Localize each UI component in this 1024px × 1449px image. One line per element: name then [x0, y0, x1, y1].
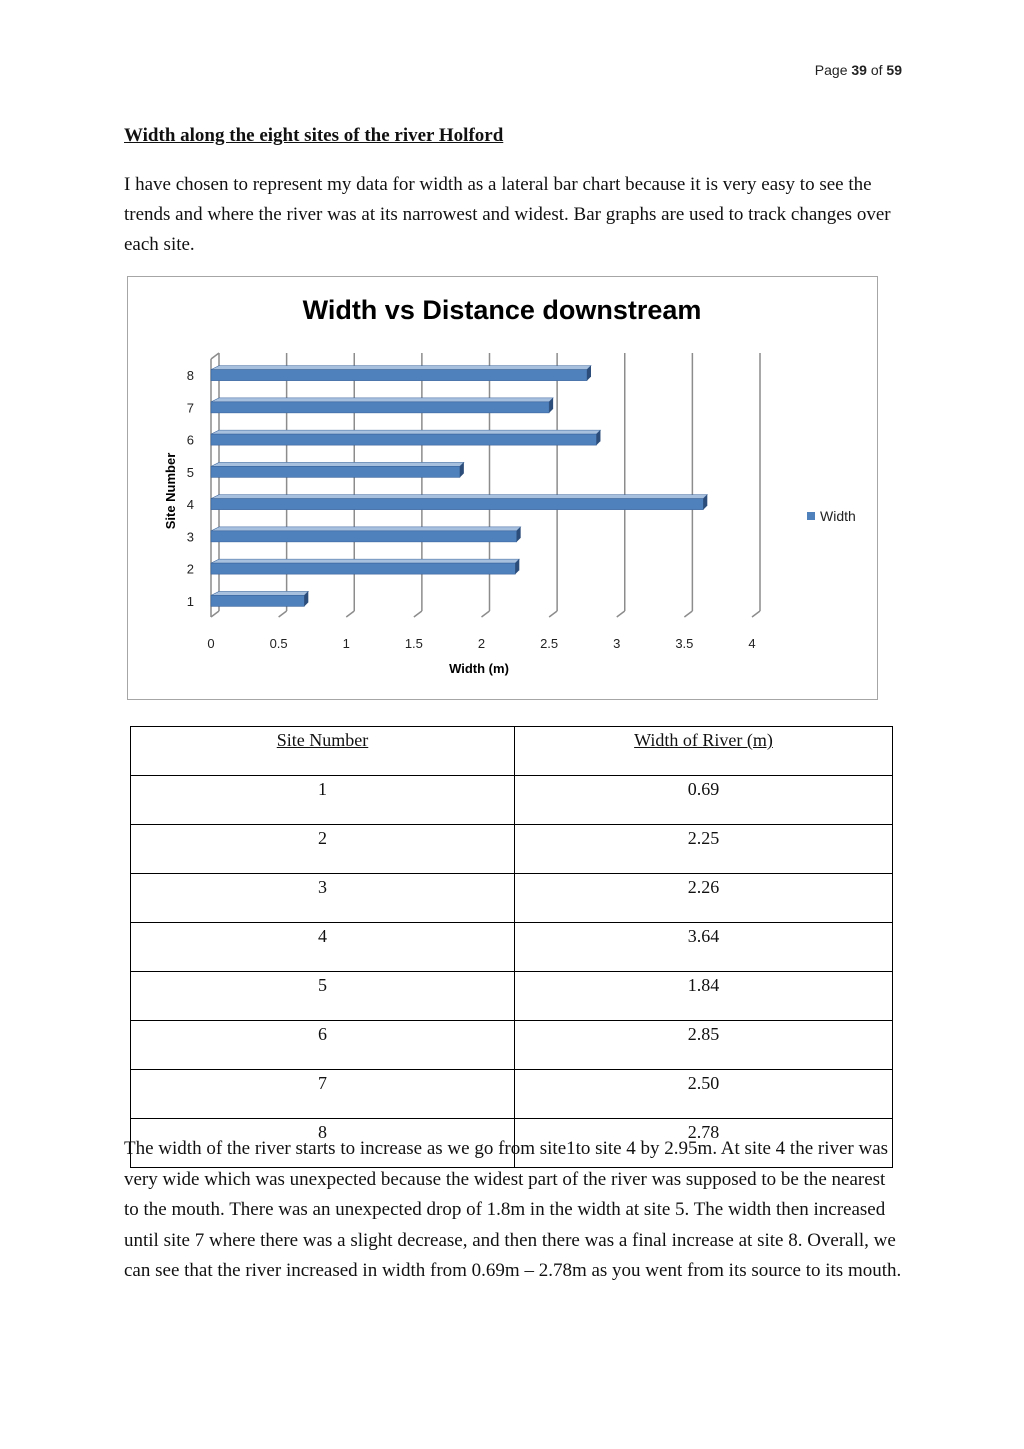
gridline — [279, 611, 287, 617]
table-header: Width of River (m) — [515, 727, 893, 776]
gridline — [414, 611, 422, 617]
y-tick-label: 1 — [186, 593, 194, 609]
table-cell: 1 — [131, 776, 515, 825]
gridline — [211, 611, 219, 617]
x-axis-label: Width (m) — [449, 661, 509, 676]
bar — [211, 527, 521, 542]
section-heading: Width along the eight sites of the river Holford — [124, 125, 504, 146]
y-tick-label: 8 — [186, 368, 194, 384]
table-cell: 2.25 — [515, 825, 893, 874]
table-cell: 1.84 — [515, 972, 893, 1021]
x-tick-label: 2.5 — [540, 636, 559, 651]
bar-front — [211, 402, 549, 413]
x-tick-label: 4 — [748, 636, 756, 651]
gridline — [482, 611, 490, 617]
table-cell: 2.85 — [515, 1021, 893, 1070]
bar-top — [211, 527, 521, 531]
bar-top — [211, 462, 464, 466]
table-cell: 2.26 — [515, 874, 893, 923]
table-row — [131, 923, 893, 972]
y-tick-label: 3 — [186, 529, 194, 545]
gridline — [617, 611, 625, 617]
y-axis-label: Site Number — [163, 452, 178, 530]
table-cell: 7 — [131, 1070, 515, 1119]
table-row — [131, 972, 893, 1021]
intro-paragraph: I have chosen to represent my data for width as a lateral bar chart because it is very easy to see the trends and where the river was at its narrowest and widest. Bar graphs are used to track changes over each site. — [124, 174, 891, 255]
bar-front — [211, 595, 304, 606]
conclusion-paragraph: The width of the river starts to increase as we go from site1to site 4 by 2.95m. At site 4 the river was very wide which was unexpected because the widest part of the river was supposed to be the nearest to the mouth. There was an unexpected drop of 1.8m in the width at site 5. The width then increased until site 7 where there was a slight decrease, and then there was a final increase at site 8. Overall, we can see that the river increased in width from 0.69m – 2.78m as you went from its source to its mouth. — [124, 1138, 902, 1281]
y-tick-label: 7 — [186, 400, 194, 416]
bar-top — [211, 398, 553, 402]
table-header: Site Number — [131, 727, 515, 776]
x-tick-label: 0 — [207, 636, 215, 651]
legend-label: Width — [820, 508, 856, 524]
bar — [211, 430, 600, 445]
gridline — [346, 611, 354, 617]
bar-front — [211, 466, 460, 477]
chart-bars — [211, 366, 707, 607]
bar-top — [211, 366, 591, 370]
gridline — [752, 611, 760, 617]
table-row — [131, 1021, 893, 1070]
x-tick-label: 3 — [613, 636, 621, 651]
gridline — [684, 611, 692, 617]
bar — [211, 366, 591, 381]
x-tick-label: 1.5 — [404, 636, 423, 651]
y-tick-label: 6 — [186, 432, 194, 448]
table-row — [131, 874, 893, 923]
x-tick-label: 3.5 — [675, 636, 694, 651]
chart-legend — [807, 508, 856, 524]
bar — [211, 591, 308, 606]
chart-canvas — [128, 277, 877, 699]
table-cell: 2 — [131, 825, 515, 874]
table-cell: 6 — [131, 1021, 515, 1070]
x-tick-labels — [207, 636, 755, 651]
bar — [211, 559, 519, 574]
y-tick-labels — [187, 368, 194, 609]
bar-front — [211, 370, 587, 381]
bar-front — [211, 531, 517, 542]
width-table — [130, 726, 893, 1168]
table-header-row — [131, 727, 893, 776]
bar-top — [211, 591, 308, 595]
table-cell: 2.50 — [515, 1070, 893, 1119]
bar — [211, 462, 464, 477]
gridline — [549, 611, 557, 617]
x-tick-label: 1 — [342, 636, 350, 651]
bar — [211, 398, 553, 413]
table-cell: 8 — [131, 1119, 515, 1168]
y-tick-label: 5 — [186, 464, 194, 480]
y-axis-line — [211, 353, 219, 359]
table-row — [131, 825, 893, 874]
x-tick-label: 2 — [477, 636, 486, 651]
page-number: Page 39 of 59 — [814, 62, 902, 78]
table-cell: 3 — [131, 874, 515, 923]
table-cell: 4 — [131, 923, 515, 972]
table-cell: 2.78 — [515, 1119, 893, 1168]
width-chart — [127, 276, 878, 700]
bar-front — [211, 434, 596, 445]
table-row — [131, 776, 893, 825]
table-cell: 0.69 — [515, 776, 893, 825]
chart-title: Width vs Distance downstream — [302, 295, 702, 325]
bar-front — [211, 499, 703, 510]
y-tick-label: 4 — [186, 497, 194, 513]
y-tick-label: 2 — [186, 561, 194, 577]
table-row — [131, 1070, 893, 1119]
table-cell: 5 — [131, 972, 515, 1021]
bar-top — [211, 430, 600, 434]
bar — [211, 495, 707, 510]
legend-swatch — [807, 512, 815, 520]
chart-grid — [211, 353, 760, 617]
bar-top — [211, 559, 519, 563]
table-cell: 3.64 — [515, 923, 893, 972]
bar-front — [211, 563, 515, 574]
x-tick-label: 0.5 — [269, 636, 288, 651]
bar-top — [211, 495, 707, 499]
